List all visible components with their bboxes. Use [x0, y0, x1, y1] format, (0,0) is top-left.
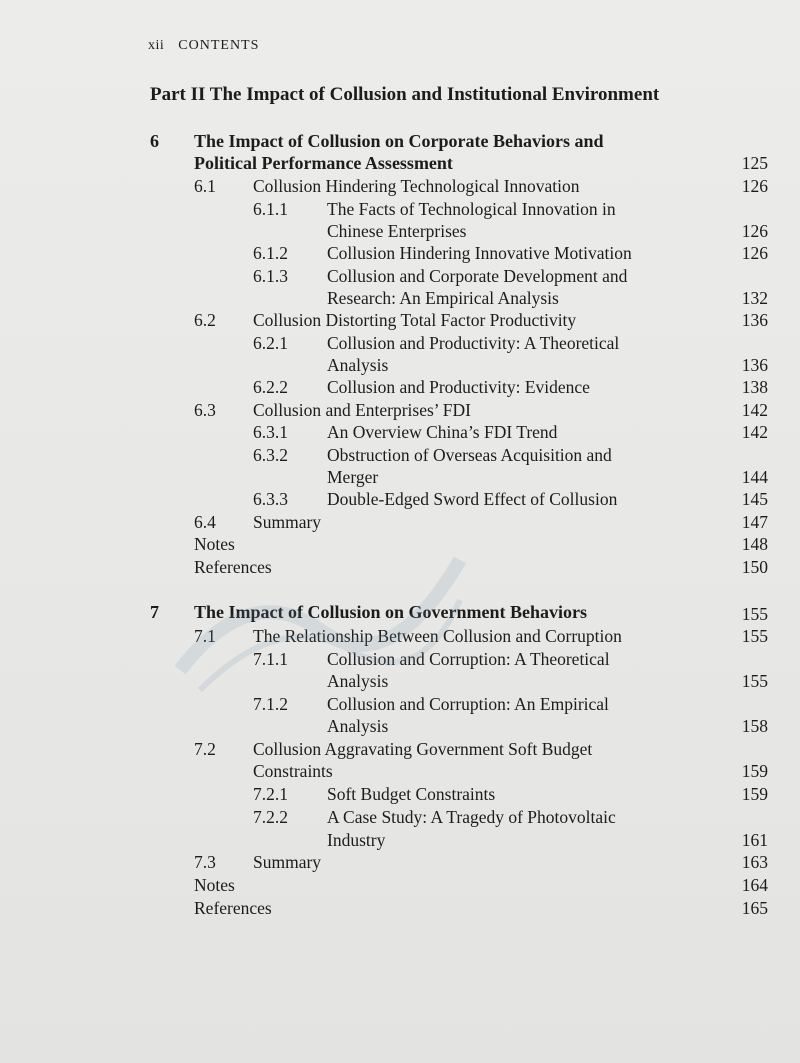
- section-title: References: [194, 557, 272, 577]
- chapter-number: 7: [150, 602, 159, 622]
- section-title: Collusion and Productivity: Evidence: [327, 377, 590, 397]
- toc-page-6-2-2: 138: [741, 377, 768, 397]
- section-number: 6.3.1: [253, 422, 288, 442]
- toc-page-6-1-1: 126: [741, 221, 768, 241]
- section-number: 6.1.3: [253, 266, 288, 286]
- toc-page-7-2-1: 159: [741, 784, 768, 804]
- section-title-line-1: Collusion and Corporate Development and: [327, 266, 628, 286]
- toc-page-6-1-2: 126: [741, 243, 768, 263]
- chapter-6-page: 125: [741, 153, 768, 173]
- section-title: Collusion and Enterprises’ FDI: [253, 400, 471, 420]
- part-title: Part II The Impact of Collusion and Institutional Environment: [150, 84, 660, 105]
- section-title-line-2: Analysis: [327, 355, 389, 375]
- section-number: 6.3: [194, 400, 216, 420]
- toc-page-references-6: 150: [741, 557, 768, 577]
- toc-page-6-3-2: 144: [741, 467, 768, 487]
- toc-page-6-1: 126: [741, 176, 768, 196]
- toc-page-notes-6: 148: [741, 534, 768, 554]
- section-title: Soft Budget Constraints: [327, 784, 496, 804]
- chapter-number: 6: [150, 131, 159, 151]
- section-title: Notes: [194, 875, 235, 895]
- section-number: 7.1: [194, 626, 216, 646]
- toc-page-7-2: 159: [741, 761, 768, 781]
- chapter-7-page: 155: [741, 604, 768, 624]
- toc-page-6-3-1: 142: [741, 422, 768, 442]
- section-title-line-1: Collusion and Corruption: A Theoretical: [327, 649, 610, 669]
- toc-page-7-3: 163: [741, 852, 768, 872]
- chapter-title-line-2: Political Performance Assessment: [194, 153, 453, 173]
- running-head: [148, 38, 259, 54]
- toc-page-references-7: 165: [741, 898, 768, 918]
- section-title: Summary: [253, 852, 322, 872]
- section-number: 6.2.1: [253, 333, 288, 353]
- section-number: 7.1.1: [253, 649, 288, 669]
- section-title: Notes: [194, 534, 235, 554]
- running-title: CONTENTS: [178, 38, 260, 53]
- section-title-line-2: Research: An Empirical Analysis: [327, 288, 559, 308]
- section-title: Collusion Distorting Total Factor Productivity: [253, 310, 577, 330]
- section-number: 6.3.2: [253, 445, 288, 465]
- section-title-line-1: A Case Study: A Tragedy of Photovoltaic: [327, 807, 616, 827]
- page-number: xii: [148, 38, 165, 53]
- section-number: 6.4: [194, 512, 216, 532]
- toc-page-6-3: 142: [741, 400, 768, 420]
- toc-page-6-4: 147: [741, 512, 768, 532]
- toc-page-notes-7: 164: [741, 875, 768, 895]
- section-number: 6.1.1: [253, 199, 288, 219]
- section-title: The Relationship Between Collusion and Corruption: [253, 626, 622, 646]
- toc-page-6-3-3: 145: [741, 489, 768, 509]
- section-number: 7.2: [194, 739, 216, 759]
- section-title-line-2: Merger: [327, 467, 379, 487]
- section-number: 6.3.3: [253, 489, 288, 509]
- toc-page-7-1: 155: [741, 626, 768, 646]
- toc-page-6-1-3: 132: [741, 288, 768, 308]
- section-title: Summary: [253, 512, 322, 532]
- section-number: 6.1.2: [253, 243, 288, 263]
- section-title: Collusion Hindering Technological Innovation: [253, 176, 580, 196]
- toc-page-7-1-1: 155: [741, 671, 768, 691]
- section-title: Double-Edged Sword Effect of Collusion: [327, 489, 618, 509]
- section-title: Collusion Hindering Innovative Motivation: [327, 243, 632, 263]
- section-title-line-1: Obstruction of Overseas Acquisition and: [327, 445, 612, 465]
- section-title-line-2: Chinese Enterprises: [327, 221, 467, 241]
- chapter-title-line-1: The Impact of Collusion on Government Behaviors: [194, 602, 588, 622]
- section-title: References: [194, 898, 272, 918]
- section-title-line-1: Collusion and Productivity: A Theoretical: [327, 333, 620, 353]
- section-title: An Overview China’s FDI Trend: [327, 422, 558, 442]
- section-number: 7.2.1: [253, 784, 288, 804]
- section-title-line-2: Analysis: [327, 716, 389, 736]
- section-title-line-2: Industry: [327, 830, 386, 850]
- toc-page-7-1-2: 158: [741, 716, 768, 736]
- section-number: 6.2: [194, 310, 216, 330]
- section-title-line-1: Collusion and Corruption: An Empirical: [327, 694, 609, 714]
- section-title-line-2: Constraints: [253, 761, 333, 781]
- section-number: 7.2.2: [253, 807, 288, 827]
- section-title-line-1: Collusion Aggravating Government Soft Budget: [253, 739, 593, 759]
- section-number: 6.1: [194, 176, 216, 196]
- section-number: 6.2.2: [253, 377, 288, 397]
- toc-page-7-2-2: 161: [741, 830, 768, 850]
- toc-page-6-2: 136: [741, 310, 768, 330]
- section-title-line-2: Analysis: [327, 671, 389, 691]
- toc-page-6-2-1: 136: [741, 355, 768, 375]
- section-number: 7.1.2: [253, 694, 288, 714]
- chapter-title-line-1: The Impact of Collusion on Corporate Behaviors and: [194, 131, 604, 151]
- section-title-line-1: The Facts of Technological Innovation in: [327, 199, 616, 219]
- section-number: 7.3: [194, 852, 216, 872]
